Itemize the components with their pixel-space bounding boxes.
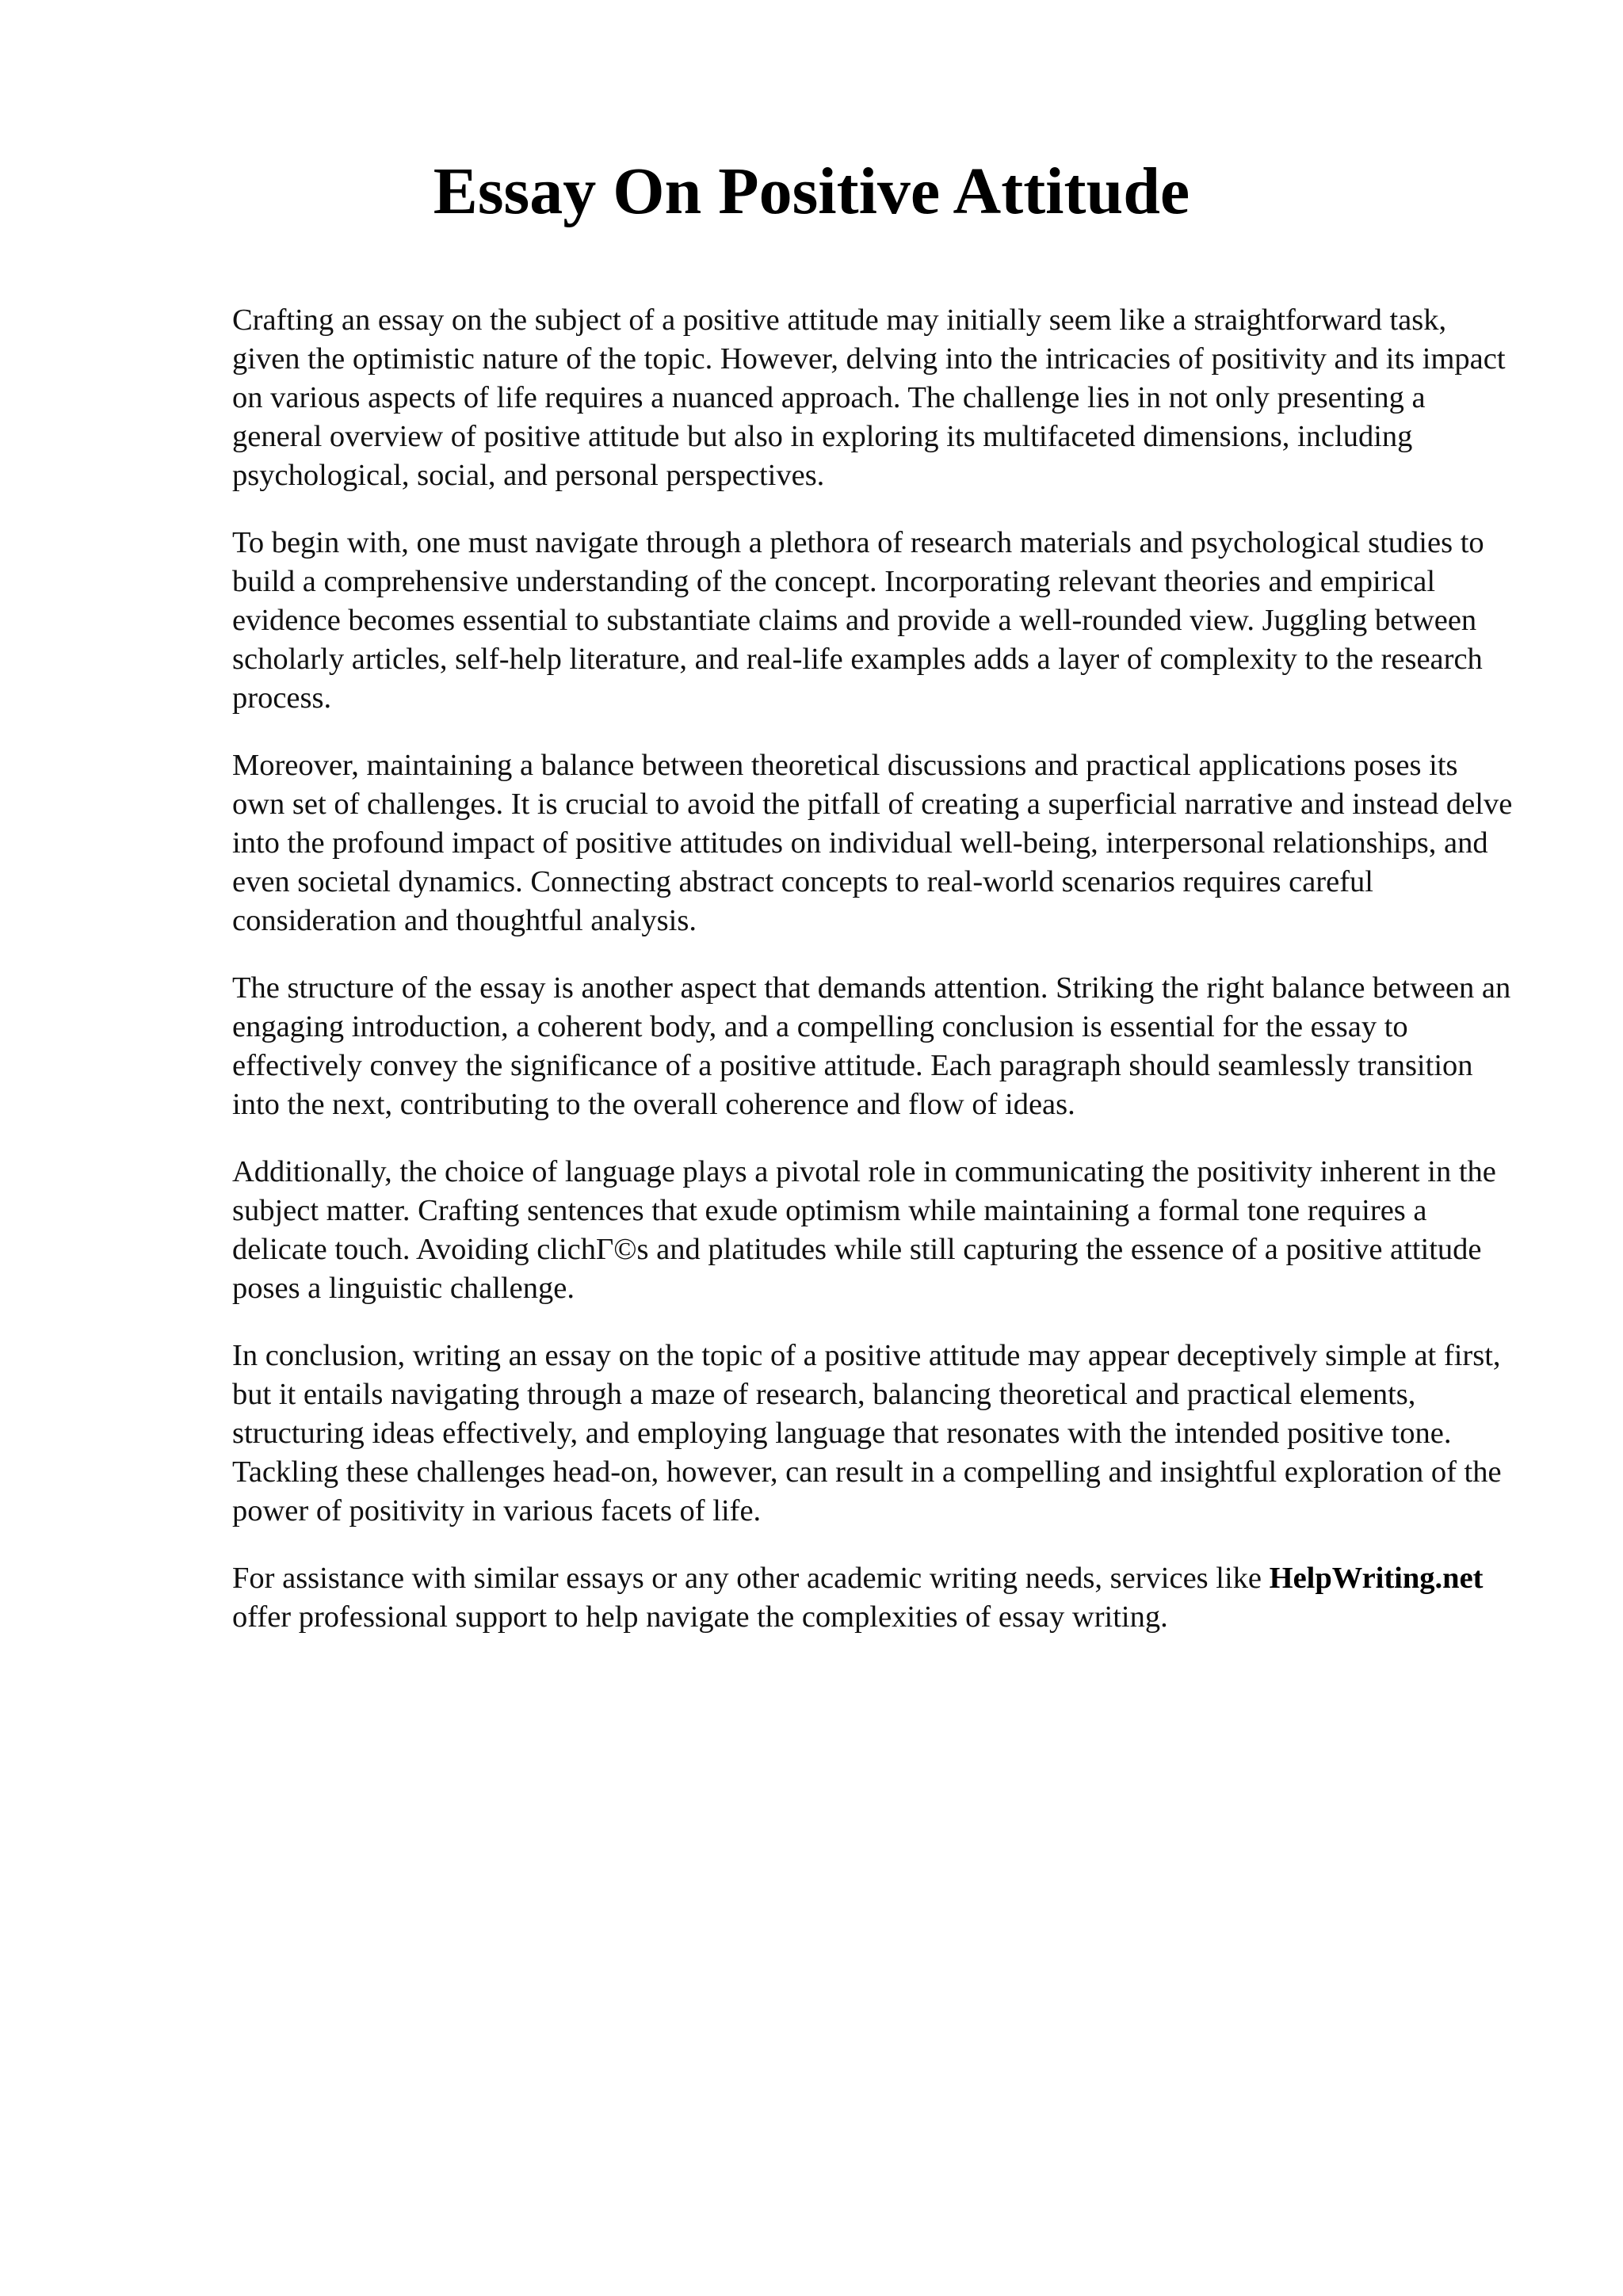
paragraph-1: Crafting an essay on the subject of a positive attitude may initially seem like a straightforward task, given the optimistic nature of the topic. However, delving into the intricacies of positivity and its impact on various aspects of life requires a nuanced approach. The challenge lies in not only presenting a general overview of positive attitude but also in exploring its multifaceted dimensions, including psychological, social, and personal perspectives.	[232, 303, 1506, 492]
closing-tail-text: offer professional support to help navigate the complexities of essay writing.	[232, 1600, 1168, 1634]
helpwriting-brand-name: HelpWriting.net	[1269, 1562, 1484, 1595]
paragraph-2: To begin with, one must navigate through a plethora of research materials and psychological studies to build a comprehensive understanding of the concept. Incorporating relevant theories and empirical evidence becomes essential to substantiate claims and provide a well-rounded view. Juggling between scholarly articles, self-help literature, and real-life examples adds a layer of complexity to the research process.	[232, 526, 1484, 715]
closing-paragraph	[232, 1559, 1516, 1637]
closing-lead-text: For assistance with similar essays or any other academic writing needs, services like	[232, 1562, 1270, 1595]
page-title: Essay On Positive Attitude	[433, 154, 1190, 228]
paragraph-3: Moreover, maintaining a balance between theoretical discussions and practical applications poses its own set of challenges. It is crucial to avoid the pitfall of creating a superficial narrative and instead delve into the profound impact of positive attitudes on individual well-being, interpersonal relationships, and even societal dynamics. Connecting abstract concepts to real-world scenarios requires careful consideration and thoughtful analysis.	[232, 749, 1513, 937]
paragraph-4: The structure of the essay is another aspect that demands attention. Striking the right balance between an engaging introduction, a coherent body, and a compelling conclusion is essential for the essay to effectively convey the significance of a positive attitude. Each paragraph should seamlessly transition into the next, contributing to the overall coherence and flow of ideas.	[232, 971, 1511, 1121]
paragraph-6: In conclusion, writing an essay on the topic of a positive attitude may appear deceptively simple at first, but it entails navigating through a maze of research, balancing theoretical and practical elements, structuring ideas effectively, and employing language that resonates with the intended positive tone. Tackling these challenges head-on, however, can result in a compelling and insightful exploration of the power of positivity in various facets of life.	[232, 1339, 1502, 1527]
essay-body	[232, 301, 1516, 1637]
paragraph-5: Additionally, the choice of language plays a pivotal role in communicating the positivity inherent in the subject matter. Crafting sentences that exude optimism while maintaining a formal tone requires a delicate touch. Avoiding clichГ©s and platitudes while still capturing the essence of a positive attitude poses a linguistic challenge.	[232, 1155, 1496, 1305]
